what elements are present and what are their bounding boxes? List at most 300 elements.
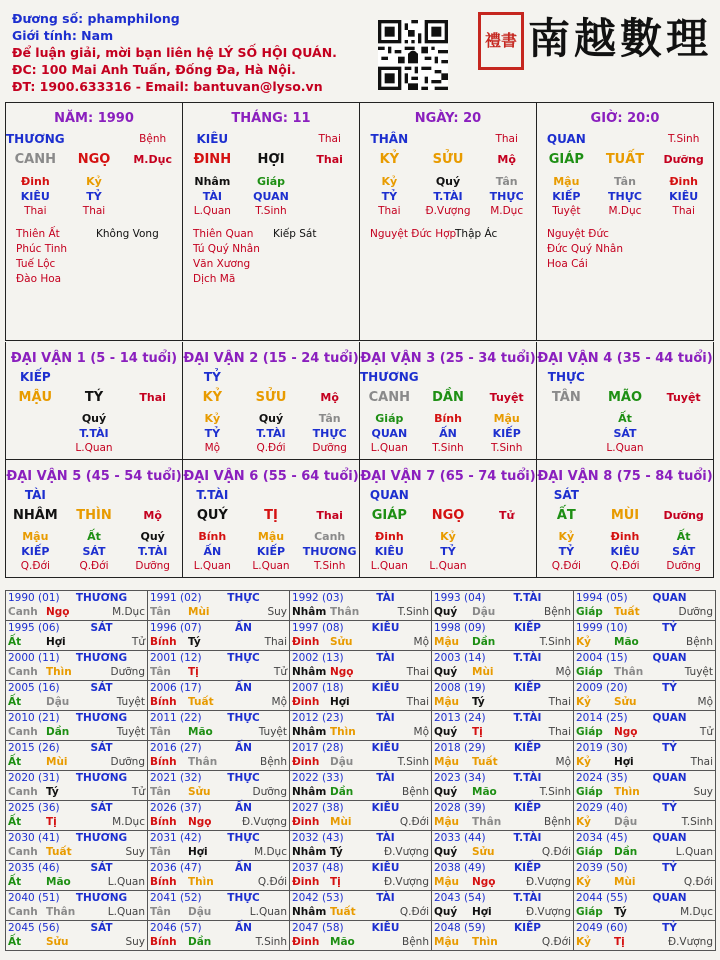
year-ten-god: SÁT [90, 862, 113, 874]
year-cell [432, 621, 574, 651]
year-cell [574, 651, 716, 681]
year-line-2 [576, 606, 713, 620]
year-status: Dưỡng [252, 786, 287, 798]
year-stem: Tân [150, 846, 171, 858]
year-ten-god: QUAN [652, 712, 687, 724]
year-stem: Quý [434, 786, 458, 798]
hidden-stem [300, 174, 359, 189]
year-cell [148, 711, 290, 741]
year-branch: Thìn [188, 876, 214, 888]
year-cell [432, 651, 574, 681]
hidden-status: Q.Đới [20, 560, 50, 572]
year-status: Bệnh [544, 606, 571, 618]
hidden-stem: Quý [435, 175, 461, 188]
year-cell [148, 831, 290, 861]
year-status: Tử [131, 636, 145, 648]
hidden-ten-god [123, 189, 182, 204]
year-branch: Tý [46, 786, 59, 798]
year-cell [6, 741, 148, 771]
year-branch: Thìn [330, 726, 356, 738]
hidden-ten-god: TỶ [86, 190, 102, 203]
year-label: 1992 (03) [292, 592, 344, 604]
ten-god-stem: THÂN [370, 132, 409, 146]
year-line-1 [150, 652, 287, 666]
year-line-2 [150, 936, 287, 950]
hidden-ten-god: TÀI [202, 190, 222, 203]
hidden-status: M.Dục [490, 205, 524, 217]
year-ten-god: KIẾP [514, 862, 541, 874]
year-label: 2032 (43) [292, 832, 344, 844]
hidden-status: Thai [378, 205, 401, 217]
year-stem: Quý [434, 846, 458, 858]
hidden-ten-god: QUAN [253, 190, 289, 203]
hidden-stems-row [183, 529, 359, 544]
year-label: 2030 (41) [8, 832, 60, 844]
year-status: M.Dục [112, 816, 145, 828]
year-cell [290, 711, 432, 741]
year-cell [6, 831, 148, 861]
year-status: Q.Đới [541, 846, 571, 858]
year-label: 2041 (52) [150, 892, 202, 904]
year-line-2 [150, 726, 287, 740]
year-stem: Bính [150, 876, 177, 888]
hidden-ten-god: TỶ [204, 427, 221, 440]
hidden-stars-row [360, 426, 536, 441]
year-stem: Canh [8, 726, 38, 738]
hidden-stem: Kỷ [440, 530, 456, 543]
year-branch: Thân [46, 906, 76, 918]
year-ten-god: QUAN [652, 892, 687, 904]
year-cell [574, 681, 716, 711]
year-status: Thai [406, 666, 429, 678]
year-line-1 [576, 652, 713, 666]
hidden-stars-row [537, 544, 713, 559]
year-status: L.Quan [249, 906, 287, 918]
year-branch: Hợi [188, 846, 208, 858]
dai-van-cell [6, 460, 183, 578]
year-ten-god: THƯƠNG [75, 832, 128, 844]
star-name: Tú Quý Nhân [193, 243, 260, 255]
hidden-ten-god: KIÊU [374, 545, 404, 558]
stars-left [16, 227, 67, 287]
year-line-2 [150, 846, 287, 860]
hidden-status: Thai [24, 205, 47, 217]
year-stem: Mậu [434, 636, 460, 648]
address-line: ĐC: 100 Mai Anh Tuấn, Đống Đa, Hà Nội. [12, 62, 296, 77]
ten-god-stem: QUAN [369, 488, 409, 502]
year-ten-god: KIẾP [514, 622, 541, 634]
hidden-stem: Kỷ [86, 175, 102, 188]
year-stem: Tân [150, 786, 171, 798]
year-cell [290, 681, 432, 711]
heavenly-stem: ĐINH [193, 152, 232, 167]
pillar-top-row [360, 132, 536, 147]
year-status: Bệnh [544, 816, 571, 828]
dai-van-cell [537, 342, 714, 460]
pillar-title: THÁNG: 11 [231, 111, 311, 126]
year-status: Q.Đới [683, 876, 713, 888]
year-status: Tuyệt [116, 726, 145, 738]
annual-luck-grid [5, 590, 716, 951]
year-stem: Tân [150, 606, 171, 618]
year-label: 2037 (48) [292, 862, 344, 874]
year-ten-god: THƯƠNG [75, 652, 128, 664]
year-cell [574, 891, 716, 921]
dai-van-stem-branch-row [6, 390, 182, 408]
heavenly-stem: KỶ [202, 390, 223, 405]
year-stem: Đinh [292, 876, 320, 888]
year-cell [432, 681, 574, 711]
branch-status: Thai [316, 509, 343, 522]
year-ten-god: ẤN [235, 682, 252, 694]
year-branch: Hợi [46, 636, 66, 648]
year-ten-god: TÀI [376, 652, 395, 664]
qr-code[interactable] [378, 20, 448, 90]
ten-god-stem: KIÊU [196, 132, 229, 146]
year-label: 2000 (11) [8, 652, 60, 664]
year-stem: Đinh [292, 756, 320, 768]
year-line-2 [150, 666, 287, 680]
year-branch: Tuất [330, 906, 356, 918]
year-label: 2036 (47) [150, 862, 202, 874]
year-ten-god: KIẾP [514, 682, 541, 694]
year-label: 1996 (07) [150, 622, 202, 634]
branch-status: M.Dục [133, 153, 172, 166]
hidden-status: Tuyệt [552, 205, 581, 217]
year-label: 2023 (34) [434, 772, 486, 784]
heavenly-stem: CANH [14, 152, 57, 167]
year-ten-god: KIẾP [514, 922, 541, 934]
star-name: Phúc Tinh [16, 243, 68, 255]
year-line-1 [8, 802, 145, 816]
year-status: Đ.Vượng [667, 936, 713, 948]
star-name: Thập Ác [455, 228, 498, 240]
year-stem: Giáp [576, 666, 603, 678]
year-status: Q.Đới [399, 906, 429, 918]
hidden-ten-god: ẤN [439, 427, 457, 440]
year-status: Tử [699, 726, 713, 738]
hidden-stems-row [360, 174, 536, 189]
year-label: 2031 (42) [150, 832, 202, 844]
year-status: Thai [406, 696, 429, 708]
year-line-1 [8, 922, 145, 936]
star-name: Dịch Mã [193, 273, 236, 285]
year-cell [290, 831, 432, 861]
year-branch: Tuất [472, 756, 498, 768]
year-status: L.Quan [675, 846, 713, 858]
year-line-1 [292, 892, 429, 906]
year-label: 2027 (38) [292, 802, 344, 814]
year-cell [574, 711, 716, 741]
year-cell [148, 621, 290, 651]
year-stem: Đinh [292, 816, 320, 828]
year-branch: Thân [330, 606, 360, 618]
year-status: Q.Đới [541, 936, 571, 948]
year-stem: Bính [150, 756, 177, 768]
year-label: 2007 (18) [292, 682, 344, 694]
year-ten-god: SÁT [90, 682, 113, 694]
year-cell [290, 801, 432, 831]
heavenly-stem: MẬU [18, 390, 53, 405]
year-branch: Thìn [46, 666, 72, 678]
year-status: Dưỡng [678, 606, 713, 618]
year-stem: Quý [434, 666, 458, 678]
hidden-stem: Kỷ [204, 412, 221, 425]
year-stem: Kỷ [576, 696, 591, 708]
year-cell [574, 591, 716, 621]
year-line-2 [434, 756, 571, 770]
pillar-stem-branch-row [6, 152, 182, 170]
year-branch: Ngọ [472, 876, 496, 888]
year-cell [432, 771, 574, 801]
year-ten-god: T.TÀI [513, 772, 542, 784]
year-label: 2044 (55) [576, 892, 628, 904]
hidden-status: L.Quan [193, 560, 231, 572]
year-line-2 [434, 906, 571, 920]
hidden-status [477, 559, 536, 574]
year-line-2 [434, 846, 571, 860]
year-status: Bệnh [686, 636, 713, 648]
year-branch: Mùi [614, 876, 636, 888]
stars-right [273, 227, 316, 242]
year-branch: Mão [188, 726, 213, 738]
hidden-stars-row [6, 426, 182, 441]
year-label: 1990 (01) [8, 592, 60, 604]
year-label: 2033 (44) [434, 832, 486, 844]
year-line-1 [576, 892, 713, 906]
year-line-2 [434, 726, 571, 740]
year-line-1 [576, 832, 713, 846]
hidden-ten-god: THỰC [489, 190, 524, 203]
year-ten-god: KIẾP [514, 742, 541, 754]
year-stem: Canh [8, 606, 38, 618]
year-branch: Tuất [188, 696, 214, 708]
heavenly-stem: ẤT [556, 508, 576, 523]
red-seal: 禮書 [478, 12, 524, 70]
year-cell [290, 861, 432, 891]
branch-status: Tuyệt [666, 391, 701, 404]
year-label: 2039 (50) [576, 862, 628, 874]
year-stem: Tân [150, 666, 171, 678]
hidden-stars-row [183, 426, 359, 441]
stars-left [547, 227, 623, 272]
year-ten-god: SÁT [90, 922, 113, 934]
year-branch: Thân [472, 816, 502, 828]
year-cell [432, 801, 574, 831]
year-cell [574, 741, 716, 771]
hidden-status-row [183, 204, 359, 219]
hidden-status: L.Quan [370, 560, 408, 572]
pillar-top-row [6, 132, 182, 147]
year-branch: Hợi [614, 756, 634, 768]
hidden-stem [477, 529, 536, 544]
year-label: 2008 (19) [434, 682, 486, 694]
phone-email-line: ĐT: 1900.633316 - Email: bantuvan@lyso.vn [12, 79, 323, 94]
year-line-2 [576, 636, 713, 650]
year-line-2 [292, 636, 429, 650]
year-ten-god: TÀI [376, 772, 395, 784]
year-branch: Tị [472, 726, 483, 738]
year-branch: Dần [472, 636, 496, 648]
hidden-status: L.Quan [370, 442, 408, 454]
year-line-1 [292, 622, 429, 636]
hidden-stems-row [6, 529, 182, 544]
earthly-branch: SỬU [432, 152, 464, 167]
year-line-2 [576, 756, 713, 770]
year-stem: Quý [434, 726, 458, 738]
year-ten-god: T.TÀI [513, 832, 542, 844]
spacer [123, 370, 182, 385]
year-line-2 [434, 636, 571, 650]
year-cell [290, 921, 432, 951]
spacer [419, 370, 478, 385]
year-line-1 [576, 592, 713, 606]
star-name: Tuế Lộc [16, 258, 56, 270]
year-line-2 [576, 786, 713, 800]
year-label: 2017 (28) [292, 742, 344, 754]
year-line-1 [434, 862, 571, 876]
star-name: Kiếp Sát [273, 228, 317, 240]
year-line-1 [576, 622, 713, 636]
branch-status: Dưỡng [663, 153, 704, 166]
year-branch: Thìn [472, 936, 498, 948]
year-line-1 [292, 652, 429, 666]
year-cell [290, 771, 432, 801]
year-status: T.Sinh [255, 936, 287, 948]
hidden-status: L.Quan [606, 442, 644, 454]
year-branch: Tý [188, 636, 201, 648]
stars-left [193, 227, 260, 287]
year-status: Mộ [555, 756, 571, 768]
year-ten-god: KIÊU [371, 622, 400, 634]
branch-status: Mộ [320, 391, 339, 404]
year-ten-god: KIÊU [371, 802, 400, 814]
hidden-stem [654, 411, 713, 426]
year-stem: Kỷ [576, 876, 591, 888]
hidden-status-row [360, 204, 536, 219]
year-line-2 [8, 756, 145, 770]
earthly-branch: DẦN [432, 390, 464, 405]
heavenly-stem: CANH [368, 390, 411, 405]
year-label: 1997 (08) [292, 622, 344, 634]
year-branch: Dần [330, 786, 354, 798]
year-cell [574, 831, 716, 861]
year-status: Bệnh [260, 756, 287, 768]
dai-van-grid [5, 342, 714, 578]
year-cell [432, 921, 574, 951]
year-ten-god: T.TÀI [513, 652, 542, 664]
year-line-1 [150, 862, 287, 876]
year-label: 2022 (33) [292, 772, 344, 784]
year-status: Mộ [697, 696, 713, 708]
hidden-ten-god: ẤN [203, 545, 222, 558]
year-stem: Mậu [434, 936, 460, 948]
ten-god-stem: TỶ [203, 370, 221, 384]
year-line-2 [292, 756, 429, 770]
hidden-stem [123, 411, 182, 426]
year-ten-god: QUAN [652, 772, 687, 784]
year-line-1 [150, 832, 287, 846]
hidden-ten-god: KIẾP [21, 545, 50, 558]
year-line-1 [576, 682, 713, 696]
hidden-status-row [360, 559, 536, 574]
year-stem: Bính [150, 696, 177, 708]
ten-god-stem: QUAN [546, 132, 586, 146]
spacer [242, 132, 301, 147]
year-line-1 [8, 652, 145, 666]
hidden-stem: Quý [81, 412, 107, 425]
hidden-ten-god: SÁT [613, 427, 637, 440]
hidden-ten-god: SÁT [82, 545, 106, 558]
year-status: T.Sinh [681, 816, 713, 828]
year-branch: Sửu [330, 636, 353, 648]
year-stem: Kỷ [576, 816, 591, 828]
dai-van-cell [183, 460, 360, 578]
year-stem: Nhâm [292, 726, 327, 738]
stars-right [96, 227, 159, 242]
year-cell [432, 831, 574, 861]
hidden-stem: Giáp [375, 412, 404, 425]
year-branch: Dậu [188, 906, 212, 918]
ten-god-stem: KIẾP [19, 370, 51, 384]
hidden-status [654, 441, 713, 456]
year-stem: Giáp [576, 606, 603, 618]
year-ten-god: ẤN [235, 802, 252, 814]
hidden-status: Thai [82, 205, 106, 217]
year-label: 2002 (13) [292, 652, 344, 664]
year-ten-god: TÀI [376, 892, 395, 904]
year-branch: Tị [614, 936, 625, 948]
hidden-stem: Ất [676, 530, 691, 543]
year-status: Bệnh [402, 786, 429, 798]
year-line-1 [150, 622, 287, 636]
year-ten-god: KIÊU [371, 682, 400, 694]
heavenly-stem: TÂN [551, 390, 581, 405]
year-ten-god: TÀI [376, 592, 395, 604]
year-label: 2049 (60) [576, 922, 628, 934]
year-cell [6, 681, 148, 711]
dai-van-top-row [537, 488, 713, 503]
year-branch: Sửu [188, 786, 211, 798]
hidden-stem: Giáp [256, 175, 286, 188]
year-label: 2019 (30) [576, 742, 628, 754]
hidden-stem: Tân [318, 412, 341, 425]
year-ten-god: KIÊU [371, 742, 400, 754]
heavenly-stem: GIÁP [548, 152, 584, 167]
year-line-2 [292, 666, 429, 680]
year-status: Đ.Vượng [241, 816, 287, 828]
year-cell [432, 711, 574, 741]
branch-status: Mộ [143, 509, 162, 522]
year-line-1 [150, 892, 287, 906]
year-label: 2015 (26) [8, 742, 60, 754]
star-name: Đức Quý Nhân [547, 243, 623, 255]
hidden-stems-row [6, 174, 182, 189]
year-label: 2035 (46) [8, 862, 60, 874]
star-name: Nguyệt Đức [547, 228, 609, 240]
year-line-2 [8, 666, 145, 680]
year-stem: Mậu [434, 696, 460, 708]
year-line-2 [434, 936, 571, 950]
hidden-status: Dưỡng [312, 442, 347, 454]
year-ten-god: THỰC [227, 652, 260, 664]
hidden-stems-row [183, 411, 359, 426]
hidden-stars-row [537, 189, 713, 204]
hidden-status: Mộ [204, 442, 221, 454]
year-label: 2014 (25) [576, 712, 628, 724]
earthly-branch: MÃO [607, 390, 643, 405]
year-cell [432, 591, 574, 621]
